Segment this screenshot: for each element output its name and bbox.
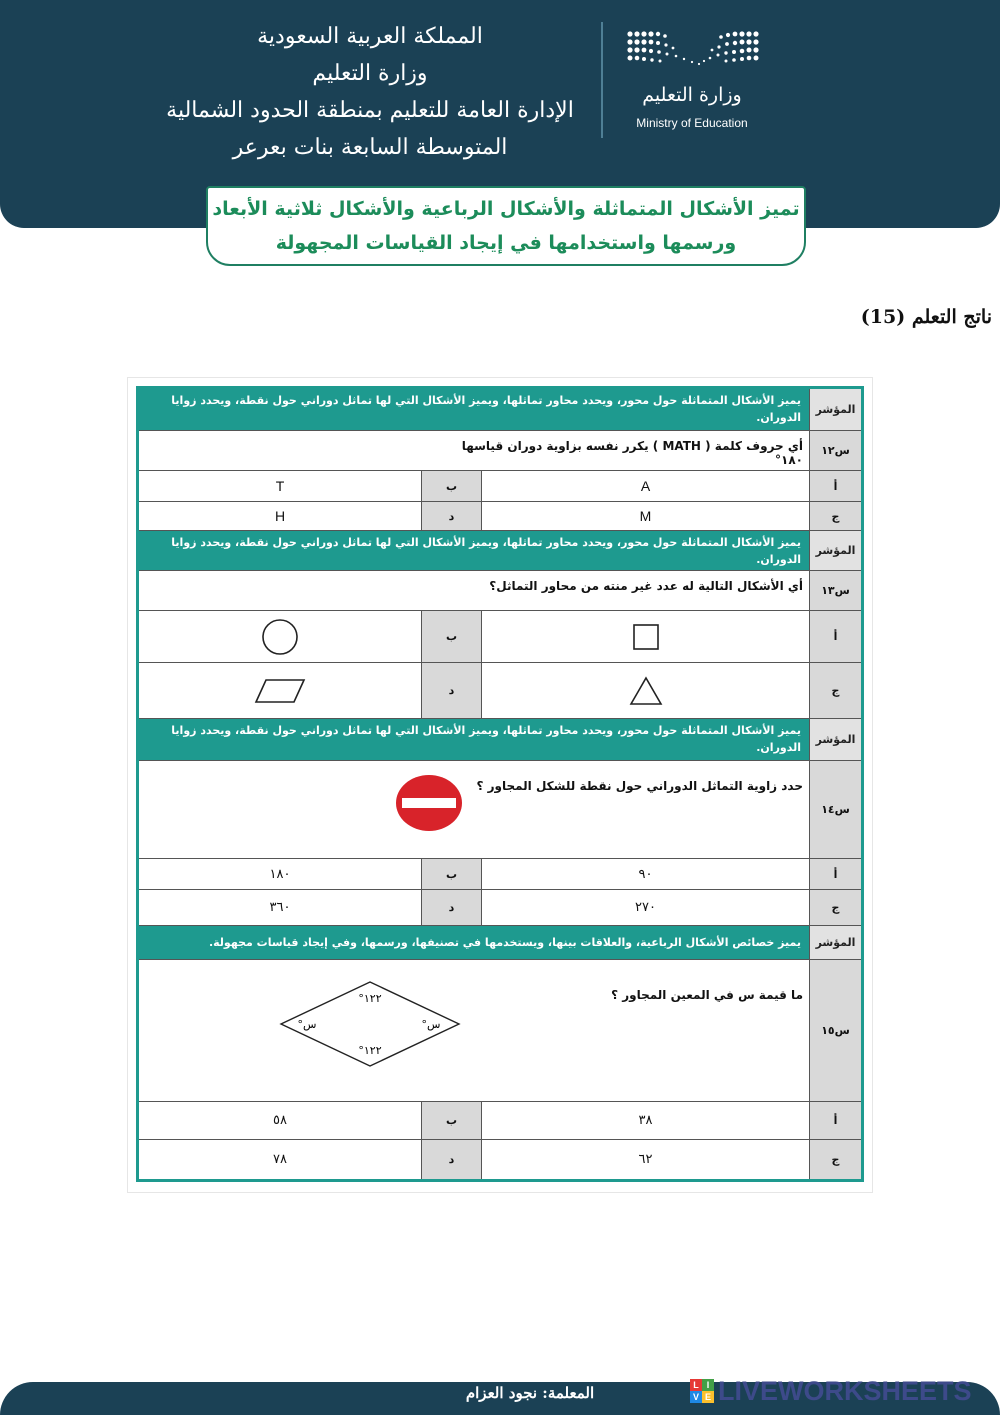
square-icon — [631, 622, 661, 652]
choices-row — [139, 890, 861, 926]
topic-banner — [206, 186, 806, 266]
choice-d[interactable]: ٧٨ — [273, 1152, 287, 1167]
indicator-row — [139, 926, 861, 960]
ministry-logo-en: Ministry of Education — [636, 116, 748, 130]
indicator-text: يميز الأشكال المتماثلة حول محور، ويحدد محاور تماثلها، ويميز الأشكال التي لها تماثل دوراني حول نقطة، ويحدد زوايا الدوران. — [139, 719, 809, 760]
learning-outcome-title: ناتج التعلم (15) — [860, 306, 992, 328]
choice-a[interactable]: A — [481, 471, 809, 501]
choice-b[interactable]: T — [275, 478, 285, 494]
choice-label-d: د — [421, 663, 481, 718]
question-number: س١٤ — [809, 761, 861, 858]
header-divider — [601, 22, 603, 138]
choices-row — [139, 1140, 861, 1179]
choice-label-a: أ — [809, 859, 861, 889]
choices-row — [139, 1102, 861, 1140]
question-row-12 — [139, 431, 861, 471]
liveworksheets-tiles-icon — [690, 1379, 714, 1403]
indicator-label: المؤشر — [809, 719, 861, 760]
indicator-text: يميز الأشكال المتماثلة حول محور، ويحدد محاور تماثلها، ويميز الأشكال التي لها تماثل دوراني حول نقطة، ويحدد زوايا الدوران. — [139, 389, 809, 430]
ministry-logo-ar: وزارة التعليم — [642, 84, 742, 106]
circle-icon — [260, 617, 300, 657]
question-number: س١٥ — [809, 960, 861, 1101]
choice-d[interactable]: H — [274, 508, 286, 524]
question-row-15 — [139, 960, 861, 1102]
choice-a[interactable] — [481, 611, 809, 662]
choices-row — [139, 663, 861, 719]
choice-label-c: ج — [809, 890, 861, 925]
choice-c[interactable]: M — [481, 502, 809, 530]
school-line-department: الإدارة العامة للتعليم بمنطقة الحدود الشمالية — [166, 98, 574, 123]
indicator-label: المؤشر — [809, 389, 861, 430]
choice-label-a: أ — [809, 471, 861, 501]
choice-label-a: أ — [809, 1102, 861, 1139]
questions-table — [136, 386, 864, 1182]
rhombus-angle-top: ١٢٢° — [358, 992, 382, 1005]
indicator-text: يميز الأشكال المتماثلة حول محور، ويحدد محاور تماثلها، ويميز الأشكال التي لها تماثل دوراني حول نقطة، ويحدد زوايا الدوران. — [139, 531, 809, 570]
choices-row — [139, 611, 861, 663]
choice-b[interactable]: ٥٨ — [273, 1113, 287, 1128]
parallelogram-icon — [252, 676, 308, 706]
question-text: أي الأشكال التالية له عدد غير منته من محاور التماثل؟ — [489, 579, 803, 593]
choices-row — [139, 471, 861, 502]
ministry-logo-dots-icon — [626, 28, 760, 72]
choice-label-c: ج — [809, 1140, 861, 1179]
choice-a[interactable]: ٣٨ — [481, 1102, 809, 1139]
brand-tile: L — [690, 1379, 702, 1391]
indicator-text: يميز خصائص الأشكال الرباعية، والعلاقات بينها، ويستخدمها في تصنيفها، ورسمها، وفي إيجاد قياسات مجهولة. — [139, 926, 809, 959]
choice-label-c: ج — [809, 502, 861, 530]
question-text: ما قيمة س في المعين المجاور ؟ — [611, 988, 803, 1002]
brand-tile: V — [690, 1391, 702, 1403]
liveworksheets-wordmark: LIVEWORKSHEETS — [718, 1375, 972, 1406]
question-text: أي حروف كلمة ( MATH ) يكرر نفسه بزاوية دوران قياسها ١٨٠° — [461, 439, 803, 467]
indicator-row — [139, 531, 861, 571]
indicator-row — [139, 389, 861, 431]
indicator-label: المؤشر — [809, 531, 861, 570]
school-info — [150, 18, 590, 166]
brand-tile: I — [702, 1379, 714, 1391]
question-number: س١٢ — [809, 431, 861, 470]
choice-label-c: ج — [809, 663, 861, 718]
choice-label-d: د — [421, 890, 481, 925]
brand-tile: E — [702, 1391, 714, 1403]
choice-d[interactable] — [139, 663, 421, 718]
question-text: حدد زاوية التماثل الدوراني حول نقطة للشكل المجاور ؟ — [476, 779, 803, 793]
school-line-ministry: وزارة التعليم — [312, 61, 428, 86]
rhombus-angle-right: س° — [421, 1018, 441, 1031]
topic-banner-line2: ورسمها واستخدامها في إيجاد القياسات المجهولة — [275, 232, 737, 254]
question-row-13 — [139, 571, 861, 611]
choices-row — [139, 502, 861, 531]
choice-label-b: ب — [421, 1102, 481, 1139]
choice-c[interactable]: ٢٧٠ — [481, 890, 809, 925]
indicator-row — [139, 719, 861, 761]
triangle-icon — [628, 675, 664, 707]
choice-d[interactable]: ٣٦٠ — [269, 900, 291, 915]
rhombus-figure — [275, 978, 465, 1070]
school-line-school: المتوسطة السابعة بنات بعرعر — [232, 135, 508, 160]
ministry-logo — [624, 26, 764, 136]
question-row-14 — [139, 761, 861, 859]
choice-label-d: د — [421, 1140, 481, 1179]
indicator-label: المؤشر — [809, 926, 861, 959]
topic-banner-line1: تميز الأشكال المتماثلة والأشكال الرباعية والأشكال ثلاثية الأبعاد — [212, 198, 800, 220]
choice-b[interactable]: ١٨٠ — [269, 866, 291, 882]
choice-a[interactable]: ٩٠ — [481, 859, 809, 889]
teacher-name: المعلمة: نجود العزام — [465, 1384, 595, 1402]
choice-c[interactable]: ٦٢ — [481, 1140, 809, 1179]
choice-label-b: ب — [421, 859, 481, 889]
choice-c[interactable] — [481, 663, 809, 718]
choice-label-a: أ — [809, 611, 861, 662]
rhombus-angle-bottom: ١٢٢° — [358, 1044, 382, 1057]
liveworksheets-logo — [690, 1376, 972, 1406]
question-number: س١٣ — [809, 571, 861, 610]
choice-label-d: د — [421, 502, 481, 530]
worksheet-image — [128, 378, 872, 1192]
choice-label-b: ب — [421, 611, 481, 662]
rhombus-angle-left: س° — [297, 1018, 317, 1031]
school-line-country: المملكة العربية السعودية — [257, 24, 483, 49]
choices-row — [139, 859, 861, 890]
choice-b[interactable] — [139, 611, 421, 662]
no-entry-sign-icon — [394, 773, 464, 833]
choice-label-b: ب — [421, 471, 481, 501]
